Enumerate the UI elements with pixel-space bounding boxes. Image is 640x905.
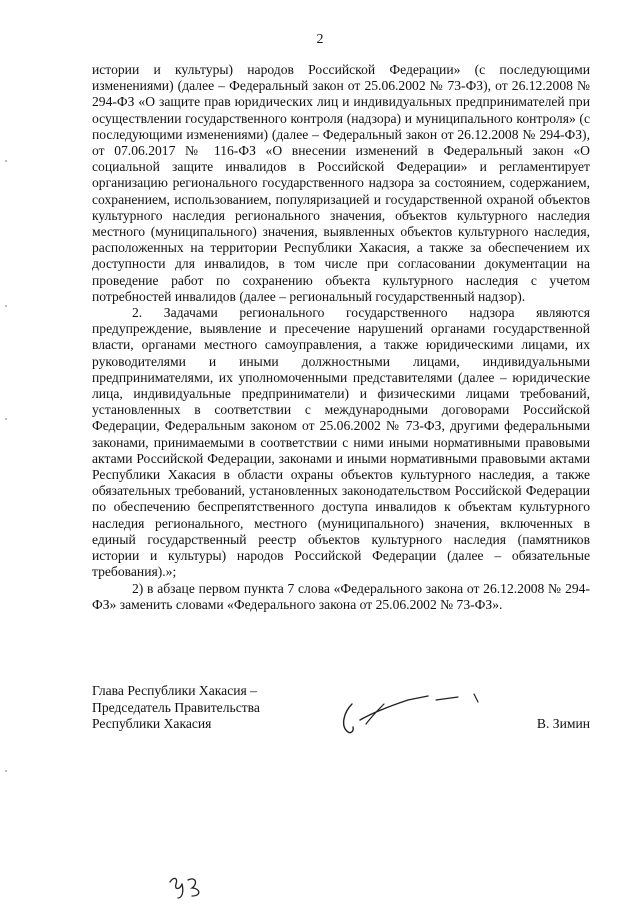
paragraph-item-2: 2. Задачами регионального государственного надзора являются предупреждение, выявление и пресечение нарушений органами государственной власти, органами местного самоуправления, а также юридическими лицами, их руководителями и иными должностными лицами, индивидуальными предпринимателями, их уполномоченными представителями (далее – юридические лица, индивидуальные предприниматели) и физическими лицами требований, установленных в соответствии с международными договорами Российской Федерации, Федеральным законом от 25.06.2002 № 73-ФЗ, другими федеральными законами, принимаемыми в соответствии с ними иными нормативными правовыми актами Российской Федерации, законами и иными нормативными правовыми актами Республики Хакасия в области охраны объектов культурного наследия, а также обязательных требований, установленных законодательством Российской Федерации по обеспечению беспрепятственного доступа инвалидов к объектам культурного наследия регионального, местного (муниципального) значения, включенных в единый государственный реестр объектов культурного наследия (памятников истории и культуры) народов Российской Федерации (далее – обязательные требования).»;	[92, 305, 590, 580]
signer-title-line: Глава Республики Хакасия –	[92, 683, 257, 698]
signer-title-line: Председатель Правительства	[92, 699, 260, 715]
scan-artifact	[5, 418, 7, 420]
handwritten-signature	[338, 690, 488, 738]
handwritten-initials	[166, 872, 216, 900]
paragraph-continuation: истории и культуры) народов Российской Федерации» (с последующими изменениями) (далее – Федеральный закон от 25.06.2002 № 73-ФЗ), от 26.12.2008 № 294-ФЗ «О защите прав юридических лиц и индивидуальных предпринимателей при осуществлении государственного контроля (надзора) и муниципального контроля» (с последующими изменениями) (далее – Федеральный закон от 26.12.2008 № 294-ФЗ), от 07.06.2017 № 116-ФЗ «О внесении изменений в Федеральный закон «О социальной защите инвалидов в Российской Федерации» и регламентирует организацию регионального государственного надзора за состоянием, содержанием, сохранением, использованием, популяризацией и государственной охраной объектов культурного наследия регионального значения, объектов культурного наследия местного (муниципального) значения, выявленных объектов культурного наследия, расположенных на территории Республики Хакасия, а также за обеспечением их доступности для инвалидов, в том числе при согласовании документации на проведение работ по сохранению объекта культурного наследия с учетом потребностей инвалидов (далее – региональный государственный надзор).	[92, 62, 590, 304]
paragraph-amendment-2: 2) в абзаце первом пункта 7 слова «Федерального закона от 26.12.2008 № 294-ФЗ» заменить словами «Федерального закона от 25.06.2002 № 73-ФЗ».	[92, 580, 590, 612]
scan-artifact	[5, 770, 7, 772]
signer-title-line: Республики Хакасия	[92, 716, 212, 731]
document-body	[92, 62, 590, 613]
scan-artifact	[5, 305, 7, 307]
signer-name: В. Зимин	[536, 716, 590, 731]
page-number: 2	[316, 32, 324, 47]
scan-artifact	[5, 160, 7, 162]
